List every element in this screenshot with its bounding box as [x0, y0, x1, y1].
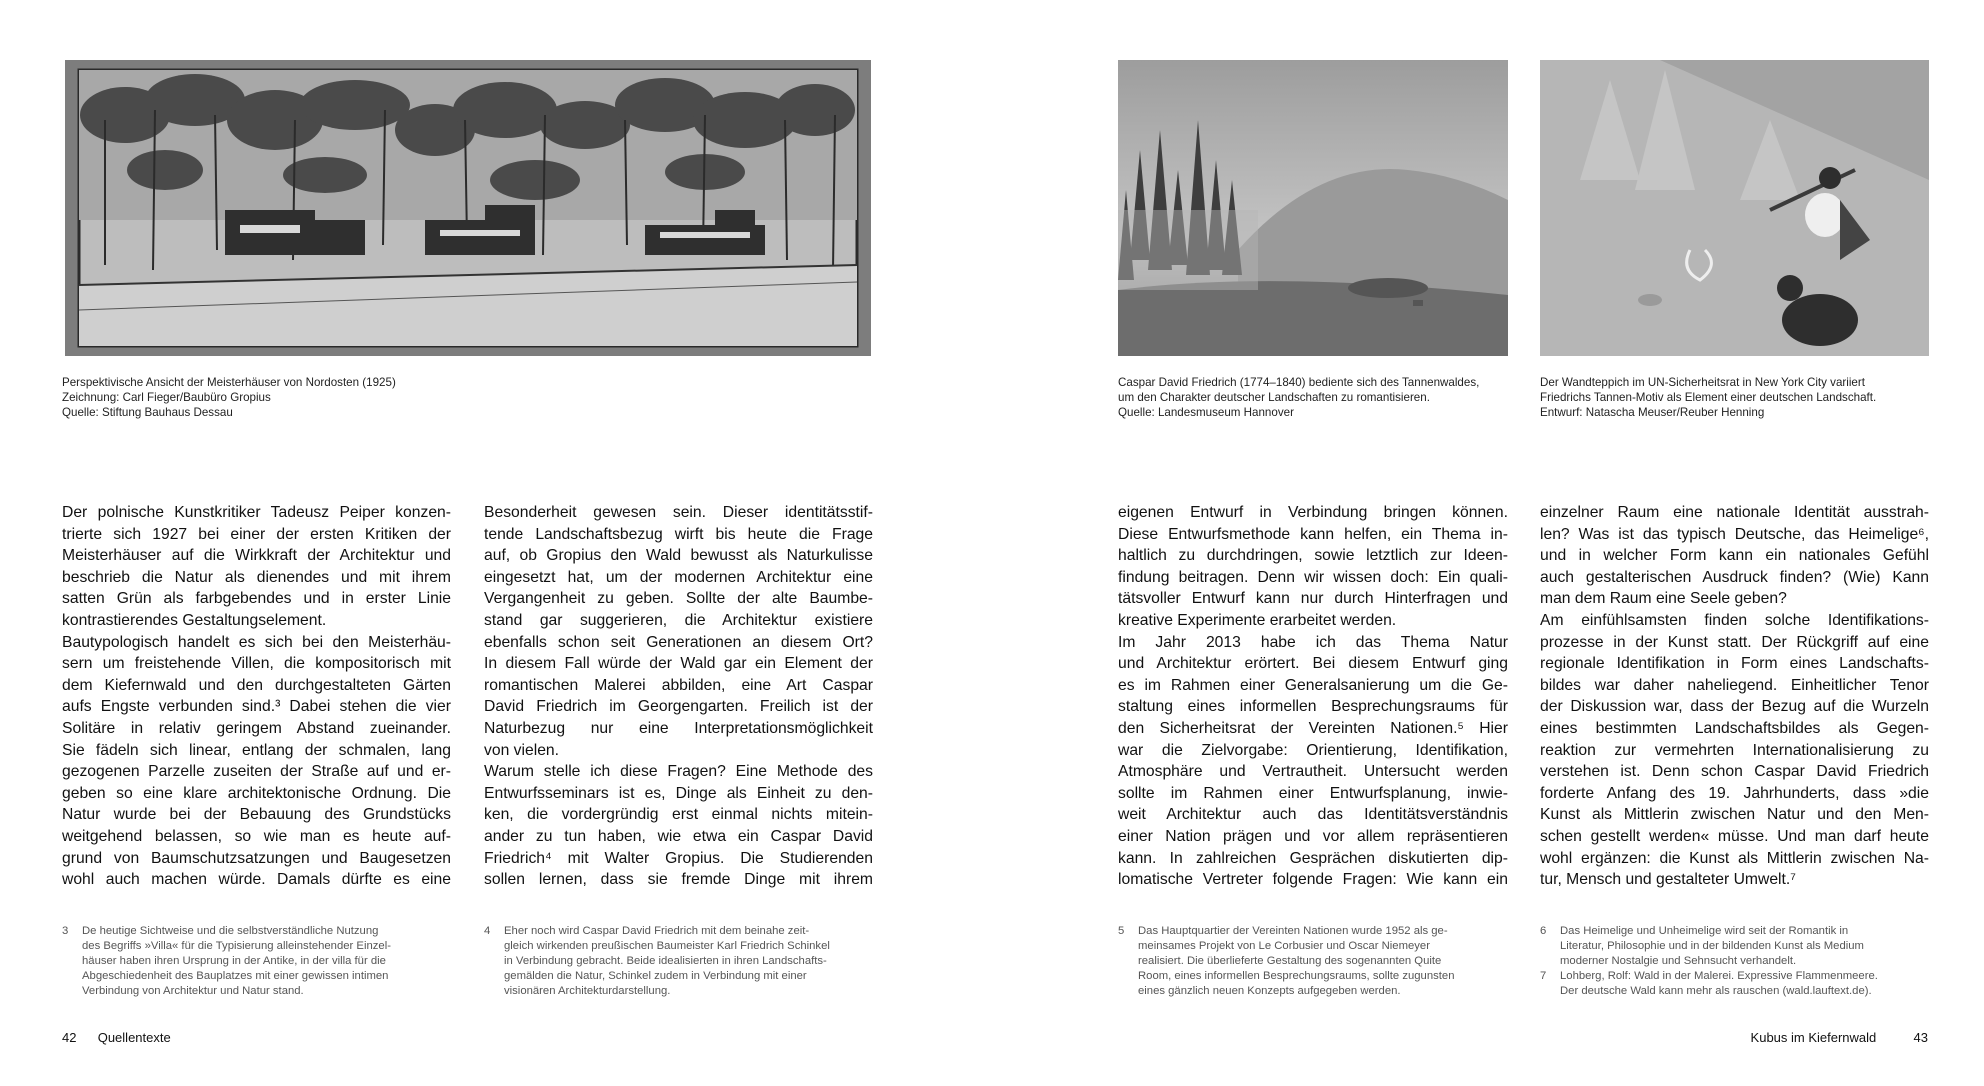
body-line: satten Grün als farbgebendes und in erster Linie [62, 590, 451, 608]
body-line: Entwurfsseminars ist es, Dinge als Einheit zu den- [484, 784, 873, 802]
folio-right [1751, 1030, 1928, 1045]
body-line: Besonderheit gewesen sein. Dieser identitätsstif- [484, 504, 873, 521]
body-line: der Diskussion war, dass der Bezug auf die Wurzeln [1540, 698, 1929, 716]
body-line: und in welcher Form kann ein nationales Gefühl [1540, 547, 1929, 565]
body-line: forderte Anfang des 19. Jahrhunderts, dass »die [1540, 784, 1929, 802]
body-line: prozesse in der Kunst statt. Der Rückgriff auf eine [1540, 633, 1929, 651]
body-line: dem Kiefernwald und den durchgestalteten Gärten [62, 676, 451, 694]
body-line: Friedrich⁴ mit Walter Gropius. Die Studierenden [484, 849, 873, 867]
body-line: stand gar suggerieren, die Architektur existiere [484, 611, 873, 629]
body-line: eigenen Entwurf in Verbindung bringen können. [1118, 504, 1508, 521]
body-line: von vielen. [484, 741, 559, 759]
body-line: haltlich zu durchdringen, sowie letztlich zur Ideen- [1118, 547, 1508, 565]
footnote-number: 7 [1540, 969, 1547, 982]
body-line: romantischen Malerei abbilden, eine Art Caspar [484, 676, 873, 694]
caption-left [62, 375, 396, 420]
tapestry-workers-photo-icon [1540, 60, 1929, 356]
caption-line: Quelle: Landesmuseum Hannover [1118, 406, 1294, 419]
footnote-6-7 [1540, 924, 1940, 999]
page-number: 42 [62, 1030, 77, 1045]
body-line: findung beitragen. Denn wir wissen doch: Ein quali- [1118, 568, 1508, 586]
footnote-number: 3 [62, 925, 69, 937]
body-line: gezogenen Parzelle zuseiten der Straße auf und er- [62, 763, 451, 781]
footnote-line: Lohberg, Rolf: Wald in der Malerei. Expressive Flammenmeere. [1560, 969, 1878, 982]
body-line: weit Architektur auch das Identitätsverständnis [1118, 806, 1508, 824]
caption-line: Perspektivische Ansicht der Meisterhäuser von Nordosten (1925) [62, 376, 396, 389]
footnote-line: Abgeschiedenheit des Bauplatzes mit einer gewissen intimen [82, 969, 389, 982]
footnote-line: meinsames Projekt von Le Corbusier und Oscar Niemeyer [1138, 939, 1430, 952]
body-line: sern um freistehende Villen, die kompositorisch mit [62, 655, 451, 673]
body-line: lomatische Vertreter folgende Fragen: Wie kann ein [1118, 871, 1508, 889]
caption-line: Quelle: Stiftung Bauhaus Dessau [62, 406, 233, 419]
footnote-line: realisiert. Die überlieferte Gestaltung des sogenannten Quite [1138, 954, 1442, 967]
running-head: Quellentexte [97, 1030, 171, 1045]
body-line: Bautypologisch handelt es sich bei den Meisterhäu- [62, 633, 451, 651]
figure-meisterhaeuser-drawing [65, 60, 871, 356]
footnote-line: visionären Architekturdarstellung. [504, 984, 671, 997]
footnote-number: 4 [484, 925, 491, 937]
body-line: aufs Engste verbunden sind.³ Dabei stehen die vier [62, 698, 451, 716]
footnote-line: Das Hauptquartier der Vereinten Nationen wurde 1952 als ge- [1138, 925, 1448, 937]
body-line: reaktion zur vermehrten Internationalisierung zu [1540, 741, 1929, 759]
body-line: David Friedrich im Georgengarten. Freilich ist der [484, 698, 873, 716]
body-line: Im Jahr 2013 habe ich das Thema Natur [1118, 633, 1508, 651]
footnote-line: eines gänzlich neuen Konzepts aufgegeben werden. [1138, 984, 1401, 997]
body-line: einer Nation prägen und vor allem repräsentieren [1118, 827, 1508, 845]
body-line: sollte im Rahmen einer Entwurfsplanung, inwie- [1118, 784, 1508, 802]
caption-line: um den Charakter deutscher Landschaften zu romantisieren. [1118, 391, 1430, 404]
body-line: kreative Experimente erarbeitet werden. [1118, 611, 1397, 629]
caption-line: Der Wandteppich im UN-Sicherheitsrat in New York City variiert [1540, 376, 1865, 389]
body-line: einzelner Raum eine nationale Identität ausstrah- [1540, 504, 1929, 521]
footnote-line: gemälden die Natur, Schinkel zudem in Verbindung mit einer [504, 969, 807, 982]
footnote-4 [484, 924, 884, 999]
footnote-number: 6 [1540, 925, 1547, 937]
body-line: auf, ob Gropius den Wald bewusst als Naturkulisse [484, 547, 873, 565]
footnote-line: Room, eines informellen Besprechungsraums, sollte zugunsten [1138, 969, 1455, 982]
body-line: tätsvoller Entwurf kann nur durch Hinterfragen und [1118, 590, 1508, 608]
footnote-line: moderner Nostalgie und Sehnsucht verhandelt. [1560, 954, 1797, 967]
body-line: Sie fädeln sich linear, entlang der schmalen, lang [62, 741, 451, 759]
body-line: ebenfalls schon seit Generationen an diesem Ort? [484, 633, 873, 651]
body-line: Meisterhäuser auf die Wirkkraft der Architektur und [62, 547, 451, 565]
figure-friedrich-painting [1118, 60, 1508, 356]
body-line: ken, die vordergründig erst einmal nichts mitein- [484, 806, 873, 824]
footnote-line: Literatur, Philosophie und in der bildenden Kunst als Medium [1560, 939, 1864, 952]
body-line: Vergangenheit zu geben. Sollte der alte Baumbe- [484, 590, 873, 608]
body-line: wohl ergänzen: die Kunst als Mittlerin zwischen Na- [1540, 849, 1929, 867]
body-line: beschrieb die Natur als dienendes und mit ihrem [62, 568, 451, 586]
caption-line: Caspar David Friedrich (1774–1840) bediente sich des Tannenwaldes, [1118, 376, 1480, 389]
body-line: eines bestimmten Landschaftsbildes als Gegen- [1540, 719, 1929, 737]
footnote-3 [62, 924, 462, 999]
body-line: sollen lernen, dass sie fremde Dinge mit ihrem [484, 871, 873, 889]
caption-middle [1118, 375, 1479, 420]
body-line: kontrastierendes Gestaltungselement. [62, 611, 327, 629]
architectural-drawing-icon [65, 60, 871, 356]
footnote-5 [1118, 924, 1518, 999]
body-line: regionale Identifikation in Form eines Landschafts- [1540, 655, 1929, 673]
caption-line: Zeichnung: Carl Fieger/Baubüro Gropius [62, 391, 271, 404]
body-line: staltung eines informellen Besprechungsraums für [1118, 698, 1508, 716]
body-line: auch gestalterischen Ausdruck finden? (Wie) Kann [1540, 568, 1929, 586]
body-line: weitgehend belassen, so wie man es heute auf- [62, 827, 451, 845]
body-line: es im Rahmen einer Generalsanierung um die Ge- [1118, 676, 1508, 694]
body-line: den Sicherheitsrat der Vereinten Nationen.⁵ Hier [1118, 719, 1508, 737]
footnote-number: 5 [1118, 925, 1125, 937]
body-line: tende Landschaftsbezug wirft bis heute die Frage [484, 525, 873, 543]
text-column-4 [1540, 502, 1929, 891]
body-line: schen gestellt werden« müsse. Und man darf heute [1540, 827, 1929, 845]
body-line: geben so eine klare architektonische Ordnung. Die [62, 784, 451, 802]
body-line: Warum stelle ich diese Fragen? Eine Methode des [484, 763, 873, 781]
footnote-line: Verbindung von Architektur und Natur stand. [82, 984, 304, 997]
caption-line: Entwurf: Natascha Meuser/Reuber Henning [1540, 406, 1765, 419]
body-line: grund von Baumschutzsatzungen und Baugesetzen [62, 849, 451, 867]
footnote-line: Der deutsche Wald kann mehr als rauschen (wald.lauftext.de). [1560, 984, 1872, 997]
body-line: In diesem Fall würde der Wald gar ein Element der [484, 655, 873, 673]
body-line: eingesetzt hat, um der modernen Architektur eine [484, 568, 873, 586]
body-line: Kunst als Mittlerin zwischen Natur und den Men- [1540, 806, 1929, 824]
forest-landscape-painting-icon [1118, 60, 1508, 356]
body-line: Diese Entwurfsmethode kann helfen, ein Thema in- [1118, 525, 1508, 543]
body-line: und Architektur erörtert. Bei diesem Entwurf ging [1118, 655, 1508, 673]
body-line: Der polnische Kunstkritiker Tadeusz Peiper konzen- [62, 504, 451, 521]
footnote-line: Eher noch wird Caspar David Friedrich mit dem beinahe zeit- [504, 925, 810, 937]
caption-line: Friedrichs Tannen-Motiv als Element einer deutschen Landschaft. [1540, 391, 1877, 404]
footnote-line: De heutige Sichtweise und die selbstverständliche Nutzung [82, 925, 379, 937]
body-line: trierte sich 1927 bei einer der ersten Kritiken der [62, 525, 451, 543]
body-line: kann. In zahlreichen Gesprächen diskutierten dip- [1118, 849, 1508, 867]
footnote-line: gleich wirkenden preußischen Baumeister Karl Friedrich Schinkel [504, 939, 830, 952]
footnote-line: Das Heimelige und Unheimelige wird seit der Romantik in [1560, 925, 1849, 937]
text-column-2 [484, 502, 873, 891]
body-line: bildes war daher naheliegend. Einheitlicher Tenor [1540, 676, 1929, 694]
body-line: verstehen ist. Denn schon Caspar David Friedrich [1540, 763, 1929, 781]
body-line: Atmosphäre und Vertrautheit. Untersucht werden [1118, 763, 1508, 781]
body-line: wohl auch machen würde. Damals dürfte es eine [62, 871, 451, 889]
footnote-line: häuser haben ihren Ursprung in der Antike, in der villa für die [82, 954, 386, 967]
body-line: Naturbezug nur eine Interpretationsmöglichkeit [484, 719, 873, 737]
body-line: ander zu tun haben, wie etwa ein Caspar David [484, 827, 873, 845]
body-line: man dem Raum eine Seele geben? [1540, 590, 1787, 608]
body-line: tur, Mensch und gestalteter Umwelt.⁷ [1540, 871, 1796, 889]
footnote-line: in Verbindung gebracht. Beide idealisierten in ihren Landschafts- [504, 954, 827, 967]
body-line: war die Zielvorgabe: Orientierung, Identifikation, [1118, 741, 1508, 759]
figure-un-tapestry-photo [1540, 60, 1929, 356]
caption-right [1540, 375, 1876, 420]
body-line: Solitäre in relativ geringem Abstand zueinander. [62, 719, 451, 737]
folio-left [62, 1030, 171, 1045]
text-column-1 [62, 502, 451, 891]
footnote-line: des Begriffs »Villa« für die Typisierung alleinstehender Einzel- [82, 939, 391, 952]
body-line: len? Was ist das typisch Deutsche, das Heimelige⁶, [1540, 525, 1929, 543]
body-line: Natur wurde bei der Bebauung des Grundstücks [62, 806, 451, 824]
body-line: Am einfühlsamsten finden solche Identifikations- [1540, 611, 1929, 629]
page-number: 43 [1913, 1030, 1928, 1045]
running-head: Kubus im Kiefernwald [1750, 1030, 1877, 1045]
text-column-3 [1118, 502, 1508, 891]
